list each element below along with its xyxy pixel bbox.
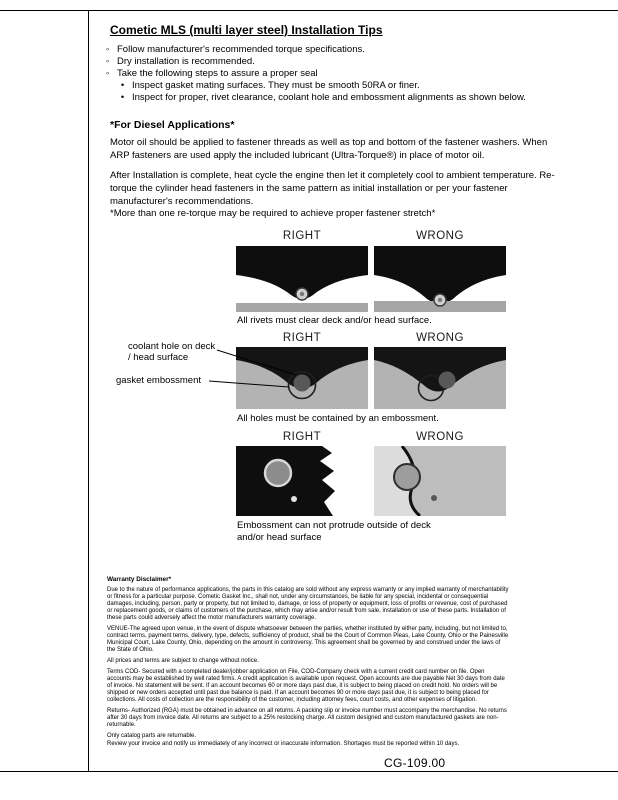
retorque-note: *More than one re-torque may be required to achieve proper fastener stretch* — [110, 208, 436, 219]
wrong-label-row3: WRONG — [416, 431, 464, 443]
right-label-row3: RIGHT — [282, 431, 322, 443]
right-label-row2: RIGHT — [282, 332, 322, 344]
tip-item — [104, 68, 526, 80]
diagram-rivet-right — [236, 246, 368, 312]
warranty-section — [107, 576, 509, 752]
bullet-icon: ◦ — [105, 56, 110, 67]
warranty-paragraph: Only catalog parts are returnable. — [107, 733, 197, 739]
tip-text: Inspect for proper, rivet clearance, coolant hole and embossment alignments as shown below. — [132, 92, 526, 103]
tip-text: Inspect gasket mating surfaces. They must be smooth 50RA or finer. — [132, 80, 420, 91]
wrong-label-row1: WRONG — [416, 230, 464, 242]
tip-item — [104, 44, 526, 56]
right-label-row1: RIGHT — [282, 230, 322, 242]
warranty-paragraph: VENUE-The agreed upon venue, in the event of dispute whatsoever between the parties, whether instituted by either party, including, but not limited to, contract terms, payment terms, delivery, type, defects, sufficiency of product, shall be the Court of Common Pleas, Lake County, Ohio or the Painesville Municipal Court, Lake County, Ohio, depending on the amount in controversy. This agreement shall be governed by and construed under the laws of the State of Ohio. — [107, 626, 509, 653]
diesel-para-1: Motor oil should be applied to fastener threads as well as top and bottom of the fastener washers. When ARP fasteners are used apply the included lubricant (Ultra-Torque®) in place of motor oil. — [110, 137, 548, 161]
diagram-holes-wrong — [374, 347, 506, 409]
page-border-left — [88, 10, 89, 771]
page-title: Cometic MLS (multi layer steel) Installation Tips — [110, 23, 383, 37]
label-gasket-embossment: gasket embossment — [116, 375, 202, 386]
diagram-embossment-right — [236, 446, 368, 516]
warranty-paragraph: All prices and terms are subject to change without notice. — [107, 658, 259, 664]
bullet-icon: ◦ — [105, 68, 110, 79]
warranty-heading: Warranty Disclaimer* — [107, 576, 172, 583]
tip-subitem — [119, 80, 526, 92]
wrong-label-row2: WRONG — [416, 332, 464, 344]
bullet-icon: • — [120, 80, 125, 91]
diesel-heading: *For Diesel Applications* — [110, 119, 235, 131]
page-number: CG-109.00 — [384, 756, 446, 770]
diagram-rivet-wrong — [374, 246, 506, 312]
page-border-top — [0, 10, 618, 11]
tips-list — [104, 44, 526, 104]
caption-rivets: All rivets must clear deck and/or head surface. — [237, 315, 432, 326]
caption-embossment: Embossment can not protrude outside of deck and/or head surface — [237, 520, 431, 543]
warranty-paragraph: Review your invoice and notify us immediately of any incorrect or inaccurate information. Shortages must be reported within 10 days. — [107, 741, 460, 747]
diagram-embossment-wrong — [374, 446, 506, 516]
tip-text: Dry installation is recommended. — [117, 56, 255, 67]
tip-subitem — [119, 92, 526, 104]
tip-item — [104, 56, 526, 68]
bullet-icon: ◦ — [105, 44, 110, 55]
warranty-paragraph: Returns- Authorized (RGA) must be obtained in advance on all returns. A packing slip or invoice number must accompany the merchandise. No returns after 30 days from invoice date. All returns are subject to a 25% restocking charge. All custom designed and custom manufactured gaskets are non-returnable. — [107, 708, 507, 728]
tip-text: Take the following steps to assure a proper seal — [117, 68, 318, 79]
warranty-paragraph: Due to the nature of performance applications, the parts in this catalog are sold without any express warranty or any implied warranty of merchantability or fitness for a particular purpose. Cometic Gasket Inc., shall not, under any circumstances, be liable for any special, incidental or consequential damages, including, person, party or property, but not limited to, damage, or loss of property or equipment, loss of profits or revenue, cost of purchased or replacement goods, or claims of customers of the purchase, which may arise and/or result from sale, installation or use of these parts. Installation of these parts could adversely affect the motor manufacturers warranty coverage. — [107, 587, 509, 621]
diagram-holes-right — [236, 347, 368, 409]
diesel-para-2: After Installation is complete, heat cycle the engine then let it completely cool to ambient temperature. Re-torque the cylinder head fasteners in the same pattern as initial installation or per your fastener manufacturer's recommendations. — [110, 170, 555, 207]
label-coolant-hole: coolant hole on deck / head surface — [128, 341, 216, 363]
tip-text: Follow manufacturer's recommended torque specifications. — [117, 44, 365, 55]
bullet-icon: • — [120, 92, 125, 103]
page-border-bottom — [0, 771, 618, 772]
warranty-paragraph: Terms COD- Secured with a completed dealer/jobber application on File, COD-Company check with a current credit card number on file. Open accounts may be established by well rated firms. A credit application is available upon request. Open accounts are due payable Net 30 days from date of invoice. No statement will be sent. If an account becomes 60 or more days past due, it is subject to being placed on credit hold. No orders will be shipped or new orders accepted until past due balance is paid. If an account becomes 90 or more days past due, it is subject to being placed for collections. All costs of collection are the responsibility of the customer, including attorney fees, court costs, and other expenses of litigation. — [107, 669, 505, 703]
caption-holes: All holes must be contained by an embossment. — [237, 413, 439, 424]
